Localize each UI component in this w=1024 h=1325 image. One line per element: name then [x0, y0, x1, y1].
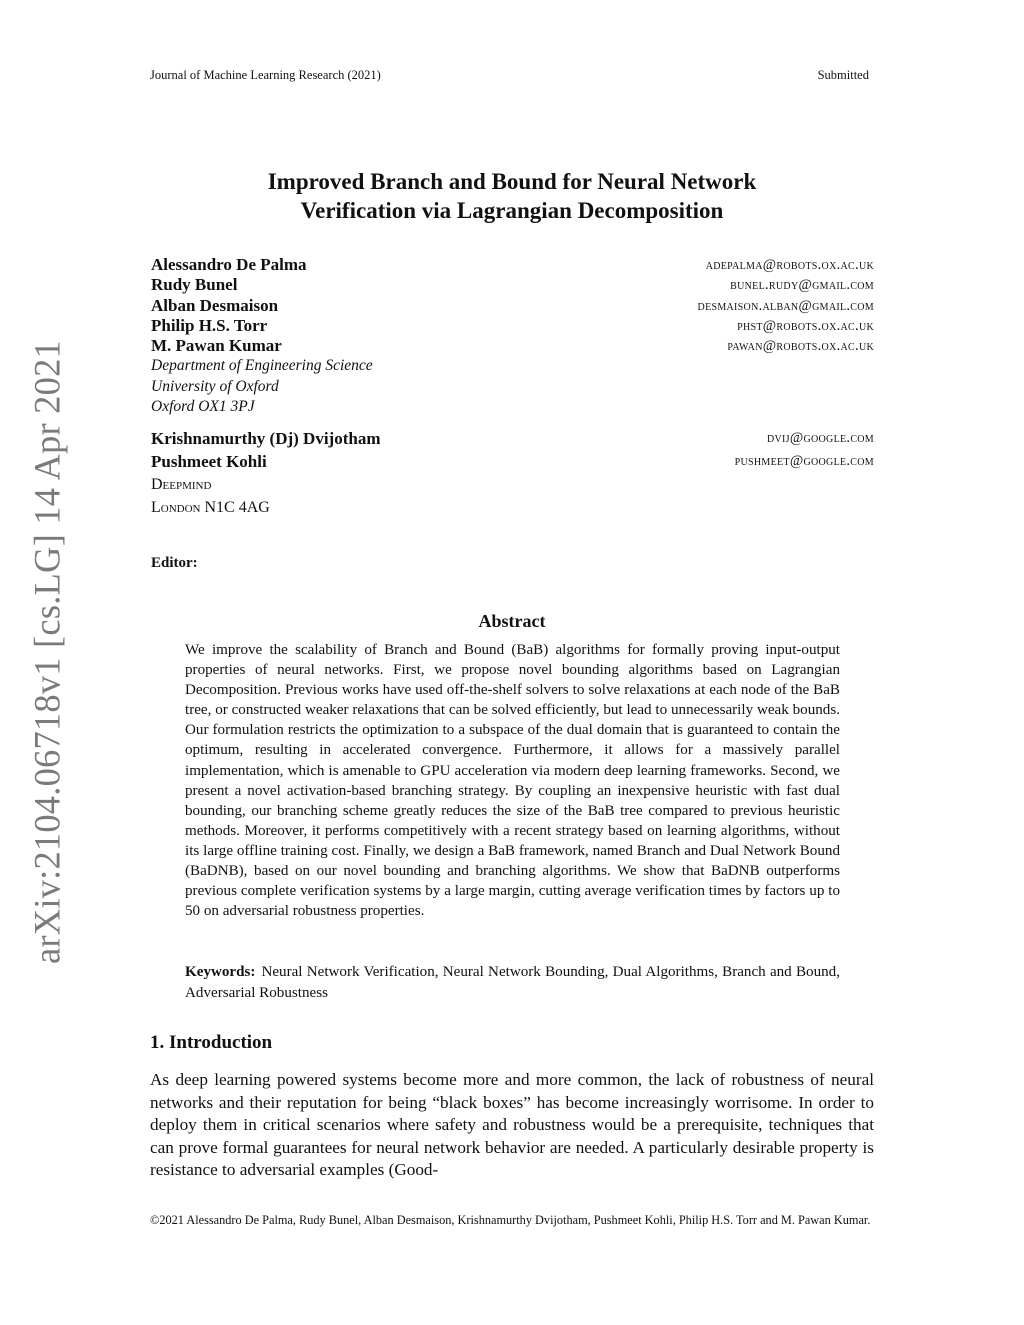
- introduction-text: As deep learning powered systems become more and more common, the lack of robustness of neural networks and their reputation for being “black boxes” has become increasingly worrisome. In order to deploy them in critical scenarios where safety and robustness would be a prerequisite, techniques that can prove formal guarantees for neural network behavior are needed. A particularly desirable property is resistance to adversarial examples (Good-: [150, 1070, 874, 1180]
- author-row: [151, 255, 874, 275]
- author-row: [151, 450, 874, 473]
- author-name: Krishnamurthy (Dj) Dvijotham: [151, 429, 381, 449]
- submission-status: Submitted: [817, 68, 869, 82]
- journal-header: Journal of Machine Learning Research (2021): [150, 68, 381, 82]
- editor-label: Editor:: [151, 555, 198, 571]
- affiliation-line: London N1C 4AG: [151, 499, 270, 517]
- author-email[interactable]: bunel.rudy@gmail.com: [730, 277, 874, 294]
- title-line-1: Improved Branch and Bound for Neural Network: [267, 169, 757, 194]
- arxiv-identifier: arXiv:2104.06718v1 [cs.LG] 14 Apr 2021: [26, 340, 68, 964]
- author-name: Alessandro De Palma: [151, 255, 307, 274]
- author-email[interactable]: adepalma@robots.ox.ac.uk: [705, 257, 874, 273]
- title-line-2: Verification via Lagrangian Decomposition: [300, 198, 724, 223]
- author-email[interactable]: dvij@google.com: [766, 430, 874, 447]
- arxiv-side-stamp: [26, 340, 68, 964]
- affiliation-line: University of Oxford: [151, 377, 279, 395]
- author-name: Rudy Bunel: [151, 275, 238, 295]
- affiliation-line: Oxford OX1 3PJ: [151, 398, 255, 416]
- affiliation-line: Deepmind: [151, 476, 212, 494]
- author-email[interactable]: pushmeet@google.com: [734, 453, 874, 470]
- copyright-footnote: ©2021 Alessandro De Palma, Rudy Bunel, Alban Desmaison, Krishnamurthy Dvijotham, Pushmeet Kohli, Philip H.S. Torr and M. Pawan Kumar.: [150, 1213, 871, 1227]
- author-row: [151, 336, 874, 356]
- author-row: [151, 427, 874, 450]
- abstract-text: We improve the scalability of Branch and Bound (BaB) algorithms for formally proving input-output properties of neural networks. First, we propose novel bounding algorithms based on Lagrangian Decomposition. Previous works have used off-the-shelf solvers to solve relaxations at each node of the BaB tree, or constructed weaker relaxations that can be solved efficiently, but lead to unnecessarily weak bounds. Our formulation restricts the optimization to a subspace of the dual domain that is guaranteed to contain the optimum, resulting in accelerated convergence. Furthermore, it allows for a massively parallel implementation, which is amenable to GPU acceleration via modern deep learning frameworks. Second, we present a novel activation-based branching strategy. By coupling an inexpensive heuristic with fast dual bounding, our branching scheme greatly reduces the size of the BaB tree compared to previous heuristic methods. Moreover, it performs competitively with a recent strategy based on learning algorithms, without its large offline training cost. Finally, we design a BaB framework, named Branch and Dual Network Bound (BaDNB), based on our novel bounding and branching algorithms. We show that BaDNB outperforms previous complete verification systems by a large margin, cutting average verification times by factors up to 50 on adversarial robustness properties.: [185, 642, 840, 920]
- keywords-label: Keywords:: [185, 964, 256, 980]
- affiliation-line: Department of Engineering Science: [151, 357, 373, 375]
- author-email[interactable]: pawan@robots.ox.ac.uk: [727, 338, 874, 355]
- abstract-heading: Abstract: [478, 611, 546, 631]
- author-email[interactable]: phst@robots.ox.ac.uk: [737, 317, 874, 334]
- author-email[interactable]: desmaison.alban@gmail.com: [697, 297, 874, 314]
- author-block: [151, 255, 874, 519]
- keywords: [185, 962, 840, 1003]
- author-name: Philip H.S. Torr: [151, 315, 268, 335]
- author-name: Alban Desmaison: [151, 295, 279, 315]
- author-row: [151, 296, 874, 316]
- author-name: M. Pawan Kumar: [151, 336, 282, 356]
- keywords-text: Neural Network Verification, Neural Network Bounding, Dual Algorithms, Branch and Bound, Adversarial Robustness: [185, 964, 840, 1001]
- paper-title: [150, 167, 874, 225]
- section-heading: 1. Introduction: [150, 1032, 273, 1053]
- author-row: [151, 275, 874, 295]
- author-name: Pushmeet Kohli: [151, 452, 267, 472]
- author-row: [151, 316, 874, 336]
